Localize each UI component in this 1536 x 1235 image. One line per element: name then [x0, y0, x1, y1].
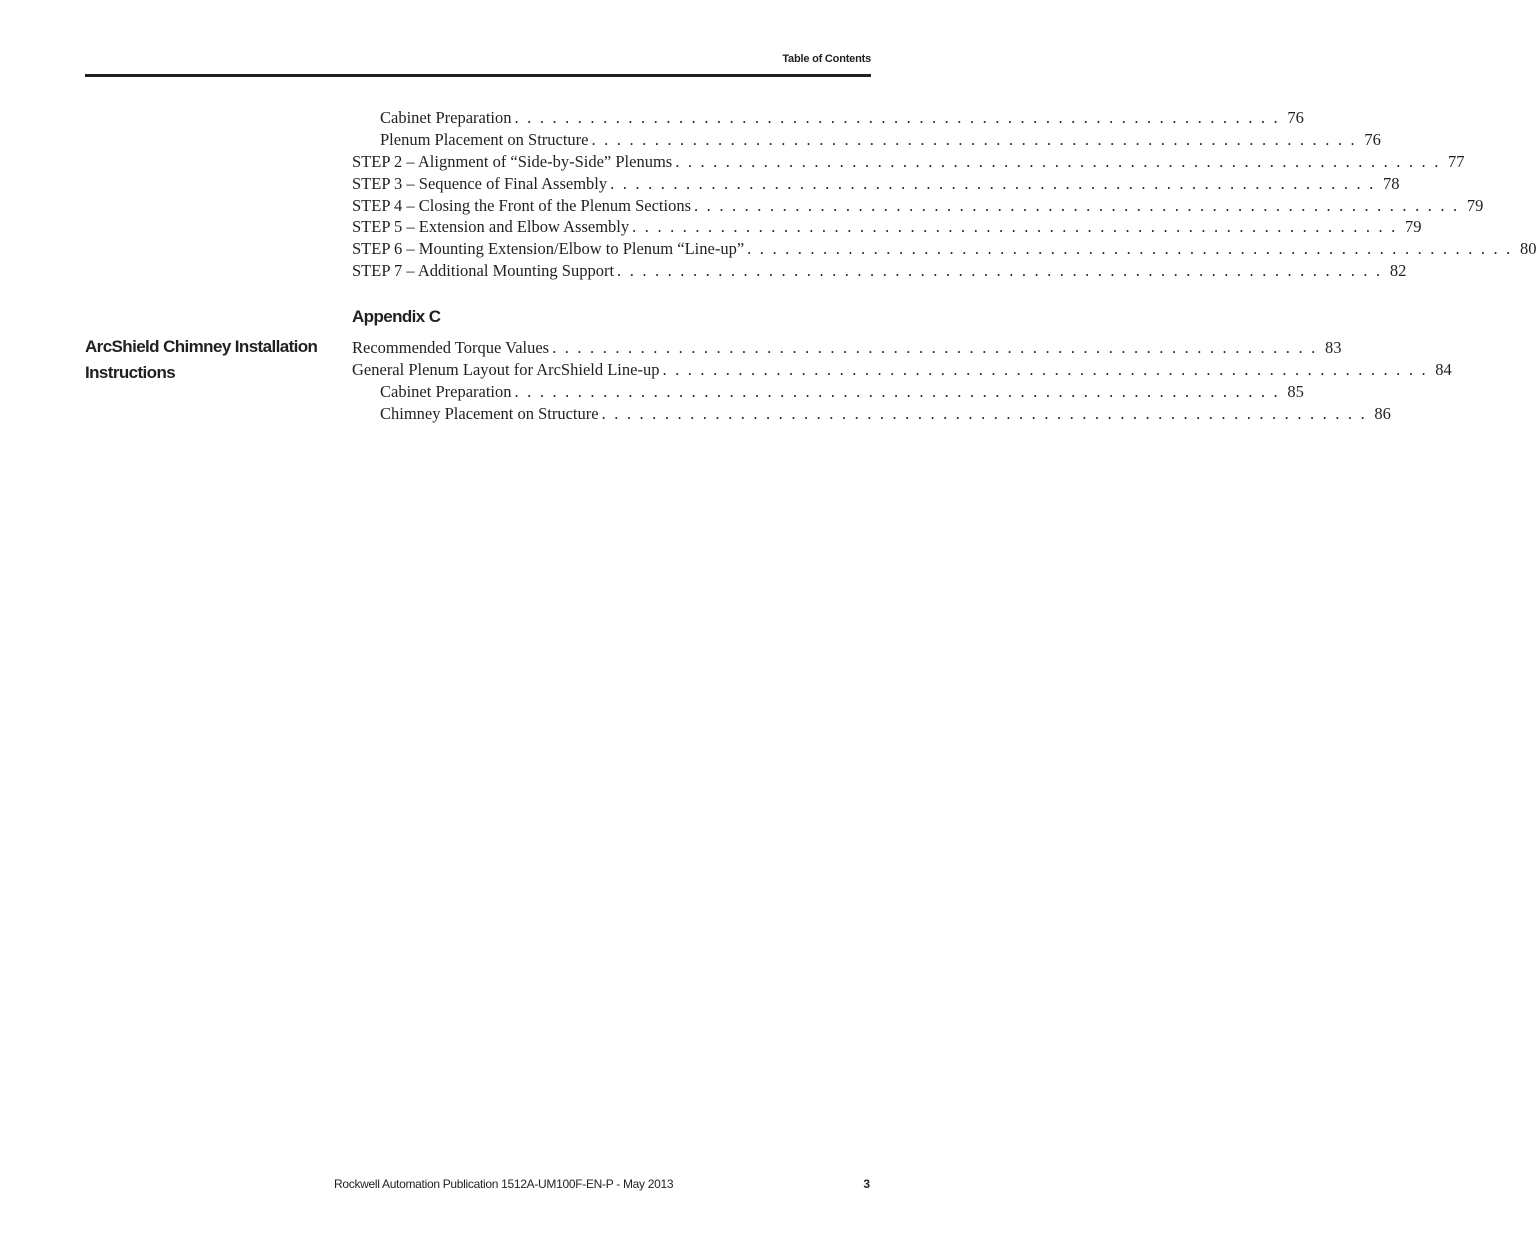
toc-leader-dots: . . . . . . . . . . . . . . . . . . . . . . . . . . . . . . . . . . . . . . . . . . . . . . . . . . . . . . . . . . . . .	[610, 173, 1376, 193]
toc-entry-page: 78	[1382, 173, 1400, 193]
toc-entry-page: 80	[1519, 239, 1536, 259]
toc-entry-title: Cabinet Preparation	[380, 108, 512, 127]
toc-leader-dots: . . . . . . . . . . . . . . . . . . . . . . . . . . . . . . . . . . . . . . . . . . . . . . . . . . . . . . . . . . . . .	[747, 239, 1513, 259]
toc-leader-dots: . . . . . . . . . . . . . . . . . . . . . . . . . . . . . . . . . . . . . . . . . . . . . . . . . . . . . . . . . . . . .	[552, 338, 1318, 357]
toc-entry-title: STEP 6 – Mounting Extension/Elbow to Plenum “Line-up”	[352, 239, 745, 259]
toc-entry[interactable]	[352, 173, 1400, 195]
toc-entry-page: 76	[1364, 129, 1381, 149]
running-header-title: Table of Contents	[782, 53, 871, 65]
footer-page-number: 3	[863, 1177, 870, 1191]
toc-entry[interactable]	[352, 359, 1452, 381]
toc-list-continued	[352, 107, 1536, 282]
toc-entry-title: General Plenum Layout for ArcShield Line-up	[352, 359, 660, 379]
toc-leader-dots: . . . . . . . . . . . . . . . . . . . . . . . . . . . . . . . . . . . . . . . . . . . . . . . . . . . . . . . . . . . . .	[675, 151, 1441, 171]
toc-entry[interactable]	[352, 107, 1304, 129]
side-heading-line: Instructions	[85, 363, 176, 382]
toc-leader-dots: . . . . . . . . . . . . . . . . . . . . . . . . . . . . . . . . . . . . . . . . . . . . . . . . . . . . . . . . . . . . .	[632, 217, 1398, 237]
footer-publication: Rockwell Automation Publication 1512A-UM100F-EN-P - May 2013	[334, 1177, 674, 1191]
toc-leader-dots: . . . . . . . . . . . . . . . . . . . . . . . . . . . . . . . . . . . . . . . . . . . . . . . . . . . . . . . . . . . . .	[601, 403, 1367, 423]
toc-entry-page: 85	[1287, 381, 1304, 401]
toc-leader-dots: . . . . . . . . . . . . . . . . . . . . . . . . . . . . . . . . . . . . . . . . . . . . . . . . . . . . . . . . . . . . .	[662, 359, 1428, 379]
chapter-side-heading	[85, 334, 325, 386]
toc-entry-title: Plenum Placement on Structure	[380, 129, 589, 149]
toc-list-appendix-c	[352, 337, 1452, 425]
toc-entry[interactable]	[352, 381, 1304, 403]
toc-entry-page: 79	[1466, 195, 1484, 215]
toc-entry[interactable]	[352, 129, 1381, 151]
toc-entry-title: Cabinet Preparation	[380, 381, 512, 401]
appendix-heading: Appendix C	[352, 307, 441, 326]
toc-entry-title: STEP 7 – Additional Mounting Support	[352, 261, 615, 281]
toc-leader-dots: . . . . . . . . . . . . . . . . . . . . . . . . . . . . . . . . . . . . . . . . . . . . . . . . . . . . . . . . . . . . .	[514, 381, 1280, 401]
toc-leader-dots: . . . . . . . . . . . . . . . . . . . . . . . . . . . . . . . . . . . . . . . . . . . . . . . . . . . . . . . . . . . . .	[514, 108, 1280, 127]
toc-entry-title: STEP 5 – Extension and Elbow Assembly	[352, 217, 630, 237]
side-heading-line: ArcShield Chimney Installation	[85, 337, 318, 356]
toc-entry-title: Chimney Placement on Structure	[380, 403, 599, 423]
toc-leader-dots: . . . . . . . . . . . . . . . . . . . . . . . . . . . . . . . . . . . . . . . . . . . . . . . . . . . . . . . . . . . . .	[591, 129, 1357, 149]
toc-entry[interactable]	[352, 260, 1407, 282]
toc-entry-page: 77	[1448, 151, 1465, 171]
toc-entry[interactable]	[352, 216, 1422, 238]
toc-entry-title: STEP 3 – Sequence of Final Assembly	[352, 173, 608, 193]
toc-entry-page: 84	[1435, 359, 1452, 379]
toc-entry-title: Recommended Torque Values	[352, 338, 550, 357]
toc-entry-title: STEP 4 – Closing the Front of the Plenum Sections	[352, 195, 692, 215]
toc-leader-dots: . . . . . . . . . . . . . . . . . . . . . . . . . . . . . . . . . . . . . . . . . . . . . . . . . . . . . . . . . . . . .	[617, 261, 1383, 281]
toc-entry[interactable]	[352, 337, 1342, 359]
toc-entry-page: 82	[1389, 261, 1407, 281]
toc-entry[interactable]	[352, 195, 1484, 217]
toc-entry-page: 76	[1287, 108, 1304, 127]
toc-entry-page: 83	[1324, 338, 1342, 357]
toc-entry-page: 86	[1374, 403, 1391, 423]
toc-entry-page: 79	[1404, 217, 1422, 237]
toc-entry[interactable]	[352, 403, 1391, 425]
toc-entry[interactable]	[352, 151, 1465, 173]
toc-entry[interactable]	[352, 238, 1536, 260]
toc-entry-title: STEP 2 – Alignment of “Side-by-Side” Plenums	[352, 151, 673, 171]
header-rule	[85, 74, 871, 77]
toc-leader-dots: . . . . . . . . . . . . . . . . . . . . . . . . . . . . . . . . . . . . . . . . . . . . . . . . . . . . . . . . . . . . .	[694, 195, 1460, 215]
